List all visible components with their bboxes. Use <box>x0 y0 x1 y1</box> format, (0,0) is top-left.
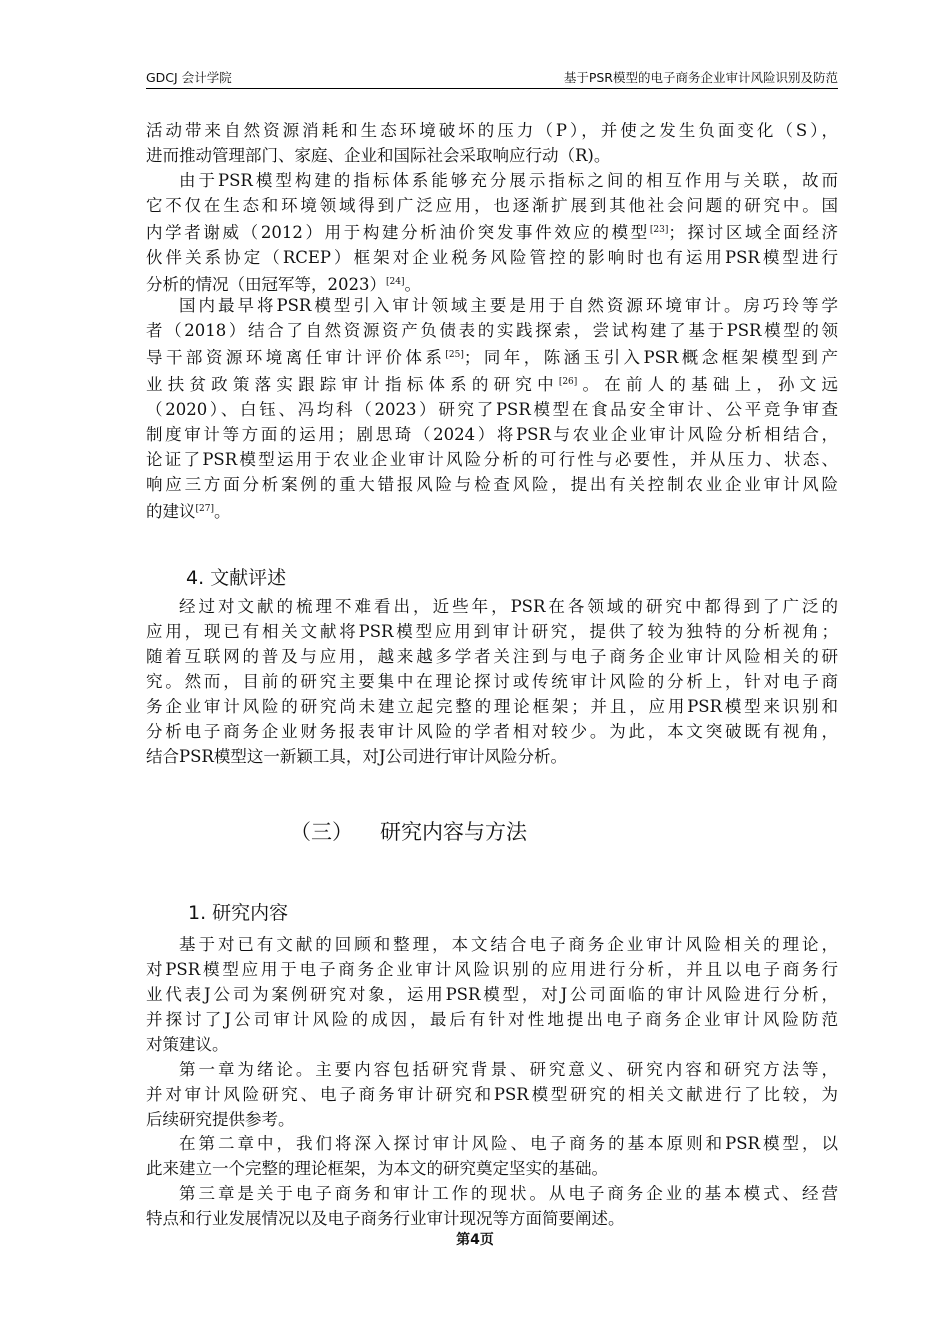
paragraph <box>146 1181 838 1231</box>
page-number: 第4页 <box>456 1232 494 1248</box>
text-line: 业代表J公司为案例研究对象，运用PSR模型，对J公司面临的审计风险进行分析， <box>146 985 838 1004</box>
paragraph <box>146 1057 838 1132</box>
text-line: 进而推动管理部门、家庭、企业和国际社会采取响应行动（R)。 <box>146 146 611 165</box>
citation-ref: [25] <box>445 350 464 360</box>
text-line: 响应三方面分析案例的重大错报风险与检查风险，提出有关控制农业企业审计风险 <box>146 475 838 494</box>
text-line: 此来建立一个完整的理论框架，为本文的研究奠定坚实的基础。 <box>146 1159 608 1178</box>
text-line: 基于对已有文献的回顾和整理，本文结合电子商务企业审计风险相关的理论， <box>179 935 838 954</box>
text-line <box>146 370 838 397</box>
paragraph <box>146 932 838 1057</box>
citation-ref: [27] <box>195 504 214 514</box>
text-run: 内学者谢威（2012）用于构建分析油价突发事件效应的模型 <box>146 223 650 242</box>
paragraph <box>146 168 838 297</box>
paragraph <box>146 1131 838 1181</box>
subsection-heading-research-content: 1. 研究内容 <box>188 902 289 924</box>
text-run: 。在前人的基础上，孙文远 <box>577 375 839 394</box>
text-line: 并探讨了J公司审计风险的成因，最后有针对性地提出电子商务企业审计风险防范 <box>146 1010 838 1029</box>
section-heading-literature-review: 4. 文献评述 <box>186 567 287 589</box>
text-run: 的建议 <box>146 502 196 521</box>
text-line: 伙伴关系协定（RCEP）框架对企业税务风险管控的影响时也有运用PSR模型进行 <box>146 248 838 267</box>
text-line <box>146 343 838 370</box>
text-line: 随着互联网的普及与应用，越来越多学者关注到与电子商务企业审计风险相关的研 <box>146 647 838 666</box>
citation-ref: [26] <box>558 377 578 387</box>
text-run: 分析的情况（田冠军等，2023） <box>146 275 386 294</box>
text-line: 务企业审计风险的研究尚未建立起完整的理论框架；并且，应用PSR模型来识别和 <box>146 697 838 716</box>
citation-ref: [23] <box>649 225 669 235</box>
text-line: 对策建议。 <box>146 1035 229 1054</box>
text-run: 导干部资源环境离任审计评价体系 <box>146 348 446 367</box>
text-line <box>146 218 838 245</box>
text-line: 它不仅在生态和环境领域得到广泛应用，也逐渐扩展到其他社会问题的研究中。国 <box>146 196 838 215</box>
text-line: 活动带来自然资源消耗和生态环境破坏的压力（P），并使之发生负面变化（S）， <box>146 121 838 140</box>
text-line: 论证了PSR模型运用于农业企业审计风险分析的可行性与必要性，并从压力、状态、 <box>146 450 838 469</box>
text-line: 对PSR模型应用于电子商务企业审计风险识别的应用进行分析，并且以电子商务行 <box>146 960 838 979</box>
text-run: 。 <box>213 502 231 521</box>
text-line: 制度审计等方面的运用；剧思琦（2024）将PSR与农业企业审计风险分析相结合， <box>146 425 838 444</box>
paragraph <box>146 118 838 168</box>
text-run: ；同年，陈涵玉引入PSR概念框架模型到产 <box>463 348 838 367</box>
text-run: 业扶贫政策落实跟踪审计指标体系的研究中 <box>146 375 559 394</box>
citation-ref: [24] <box>386 277 405 287</box>
text-line <box>146 497 838 524</box>
text-line: 经过对文献的梳理不难看出，近些年，PSR在各领域的研究中都得到了广泛的 <box>179 597 838 616</box>
text-line: 分析电子商务企业财务报表审计风险的学者相对较少。为此，本文突破既有视角， <box>146 722 838 741</box>
paragraph <box>146 594 838 769</box>
text-line: 特点和行业发展情况以及电子商务行业审计现况等方面简要阐述。 <box>146 1209 625 1228</box>
text-line: （2020）、白钰、冯均科（2023）研究了PSR模型在食品安全审计、公平竞争审查 <box>146 400 838 419</box>
text-run: 。 <box>404 275 421 294</box>
text-line: 由于PSR模型构建的指标体系能够充分展示指标之间的相互作用与关联，故而 <box>179 171 838 190</box>
header-title: 基于PSR模型的电子商务企业审计风险识别及防范 <box>563 70 838 85</box>
text-line: 后续研究提供参考。 <box>146 1110 295 1129</box>
text-line: 者（2018）结合了自然资源资产负债表的实践探索，尝试构建了基于PSR模型的领 <box>146 321 838 340</box>
chapter-section-number: （三） <box>290 820 353 844</box>
paragraph <box>146 293 838 524</box>
text-line: 应用，现已有相关文献将PSR模型应用到审计研究，提供了较为独特的分析视角； <box>146 622 838 641</box>
chapter-section-title: 研究内容与方法 <box>380 820 527 844</box>
text-line: 第一章为绪论。主要内容包括研究背景、研究意义、研究内容和研究方法等， <box>179 1060 838 1079</box>
header-left-text: GDCJ 会计学院 <box>146 70 232 85</box>
text-run: ；探讨区域全面经济 <box>668 223 839 242</box>
text-line: 在第二章中，我们将深入探讨审计风险、电子商务的基本原则和PSR模型，以 <box>179 1134 838 1153</box>
text-line: 究。然而，目前的研究主要集中在理论探讨或传统审计风险的分析上，针对电子商 <box>146 672 838 691</box>
text-line: 第三章是关于电子商务和审计工作的现状。从电子商务企业的基本模式、经营 <box>179 1184 838 1203</box>
text-line: 结合PSR模型这一新颖工具，对J公司进行审计风险分析。 <box>146 747 567 766</box>
running-header <box>146 66 838 89</box>
text-line: 并对审计风险研究、电子商务审计研究和PSR模型研究的相关文献进行了比较，为 <box>146 1085 838 1104</box>
text-line: 国内最早将PSR模型引入审计领域主要是用于自然资源环境审计。房巧玲等学 <box>179 296 838 315</box>
